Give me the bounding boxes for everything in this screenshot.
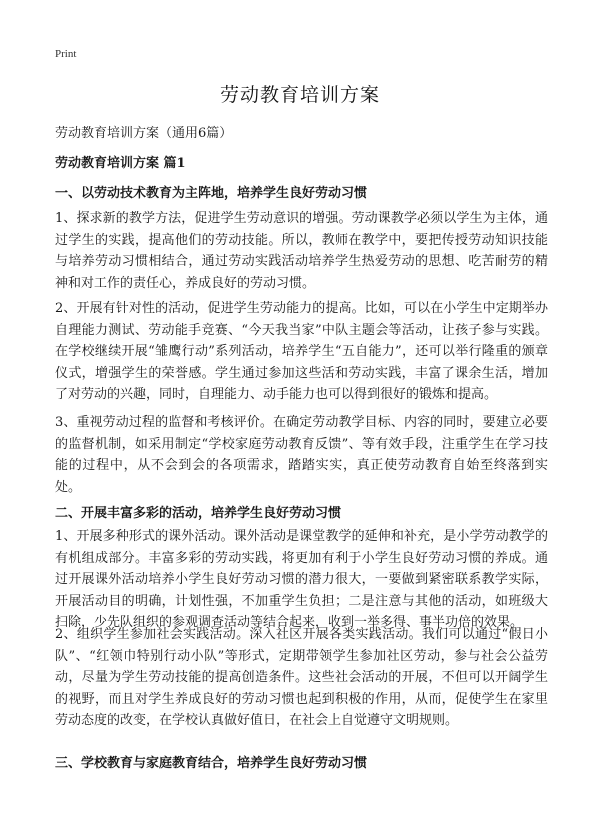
section-1-paragraph-2: 2、开展有针对性的活动，促进学生劳动能力的提高。比如，可以在小学生中定期举办自理能力测试、劳动能手竞赛、“今天我当家”中队主题会等活动，让孩子参与实践。在学校继续开展“雏鹰行动”系列活动，培养学生“五自能力”，还可以举行隆重的颁章仪式，增强学生的荣誉感。学生通过参加这些活和劳动实践，丰富了课余生活，增加了对劳动的兴趣，同时，自理能力、动手能力也可以得到很好的锻炼和提高。 xyxy=(55,301,548,402)
article-heading: 劳动教育培训方案 篇1 xyxy=(55,156,186,171)
section-2-paragraph-1: 1、开展多种形式的课外活动。课外活动是课堂教学的延伸和补充，是小学劳动教学的有机组成部分。丰富多彩的劳动实践，将更加有利于小学生良好劳动习惯的养成。通过开展课外活动培养小学生良好劳动习惯的潜力很大，一要做到紧密联系教学实际，开展活动目的明确，计划性强，不加重学生负担；二是注意与其他的活动，如班级大扫除，少先队组织的参观调查活动等结合起来，收到一举多得、事半功倍的效果。 xyxy=(55,529,548,630)
section-1-heading: 一、以劳动技术教育为主阵地，培养学生良好劳动习惯 xyxy=(55,186,368,201)
print-link[interactable]: Print xyxy=(55,48,77,60)
document-title: 劳动教育培训方案 xyxy=(219,84,380,106)
section-2-paragraph-2: 2、组织学生参加社会实践活动。深入社区开展各类实践活动。我们可以通过“假日小队”、“红领巾特别行动小队”等形式，定期带领学生参加社区劳动，参与社会公益劳动，尽量为学生劳动技能的提高创造条件。这些社会活动的开展，不但可以开阔学生的视野，而且对学生养成良好的劳动习惯也起到积极的作用，从而，促使学生在家里劳动态度的改变，在学校认真做好值日，在社会上自觉遵守文明规则。 xyxy=(55,627,548,728)
section-1-paragraph-3: 3、重视劳动过程的监督和考核评价。在确定劳动教学目标、内容的同时，要建立必要的监督机制，如采用制定“学校家庭劳动教育反馈”、等有效手段，注重学生在学习技能的过程中，从不会到会的各项需求，踏踏实实，真正使劳动教育自始至终落到实处。 xyxy=(55,415,548,495)
section-2-heading: 二、开展丰富多彩的活动，培养学生良好劳动习惯 xyxy=(55,506,342,521)
document-subtitle: 劳动教育培训方案（通用6篇） xyxy=(55,126,233,141)
section-1-paragraph-1: 1、探求新的教学方法，促进学生劳动意识的增强。劳动课教学必须以学生为主体，通过学生的实践，提高他们的劳动技能。所以，教师在教学中，要把传授劳动知识技能与培养劳动习惯相结合，通过劳动实践活动培养学生热爱劳动的思想、吃苦耐劳的精神和对工作的责任心，养成良好的劳动习惯。 xyxy=(55,211,548,291)
section-3-heading: 三、学校教育与家庭教育结合，培养学生良好劳动习惯 xyxy=(55,756,368,771)
